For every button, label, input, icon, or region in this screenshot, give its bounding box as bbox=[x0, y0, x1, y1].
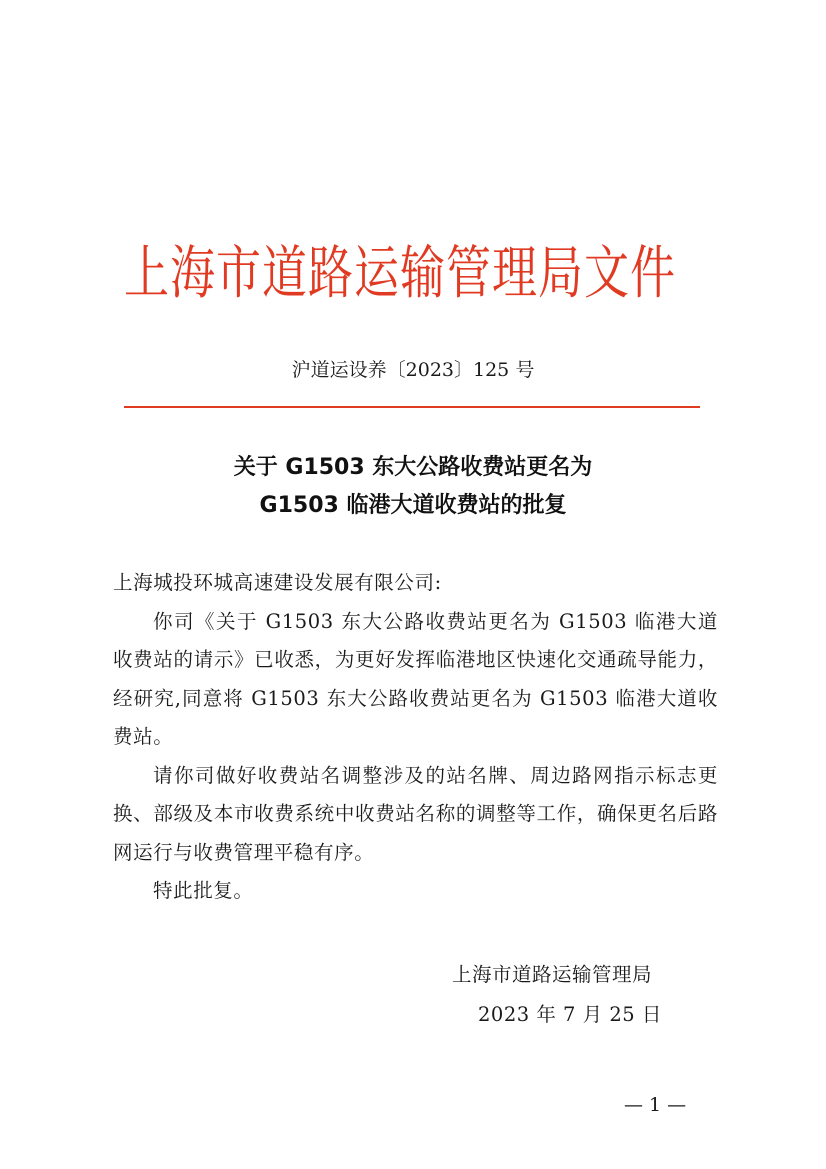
salutation: 上海城投环城高速建设发展有限公司: bbox=[113, 571, 442, 594]
masthead-title: 上海市道路运输管理局文件 bbox=[124, 238, 677, 307]
signature-block bbox=[452, 955, 682, 1035]
document-title bbox=[0, 449, 826, 525]
issuer-name: 上海市道路运输管理局 bbox=[452, 963, 653, 986]
red-divider-line bbox=[124, 406, 700, 408]
body-paragraph-3: 特此批复。 bbox=[153, 879, 254, 902]
title-line-1: 关于 G1503 东大公路收费站更名为 bbox=[233, 455, 593, 480]
document-body bbox=[113, 564, 718, 911]
issue-date: 2023 年 7 月 25 日 bbox=[478, 1003, 662, 1026]
body-paragraph-1: 你司《关于 G1503 东大公路收费站更名为 G1503 临港大道收费站的请示》已收悉，为更好发挥临港地区快速化交通疏导能力，经研究,同意将 G1503 东大公路收费站更名为 G1503 临港大道收费站。 bbox=[113, 609, 718, 748]
page-number: — 1 — bbox=[624, 1094, 687, 1116]
document-number: 沪道运设养〔2023〕125 号 bbox=[291, 359, 535, 381]
title-line-2: G1503 临港大道收费站的批复 bbox=[259, 493, 567, 518]
body-paragraph-2: 请你司做好收费站名调整涉及的站名牌、周边路网指示标志更换、部级及本市收费系统中收费站名称的调整等工作，确保更名后路网运行与收费管理平稳有序。 bbox=[113, 763, 718, 864]
